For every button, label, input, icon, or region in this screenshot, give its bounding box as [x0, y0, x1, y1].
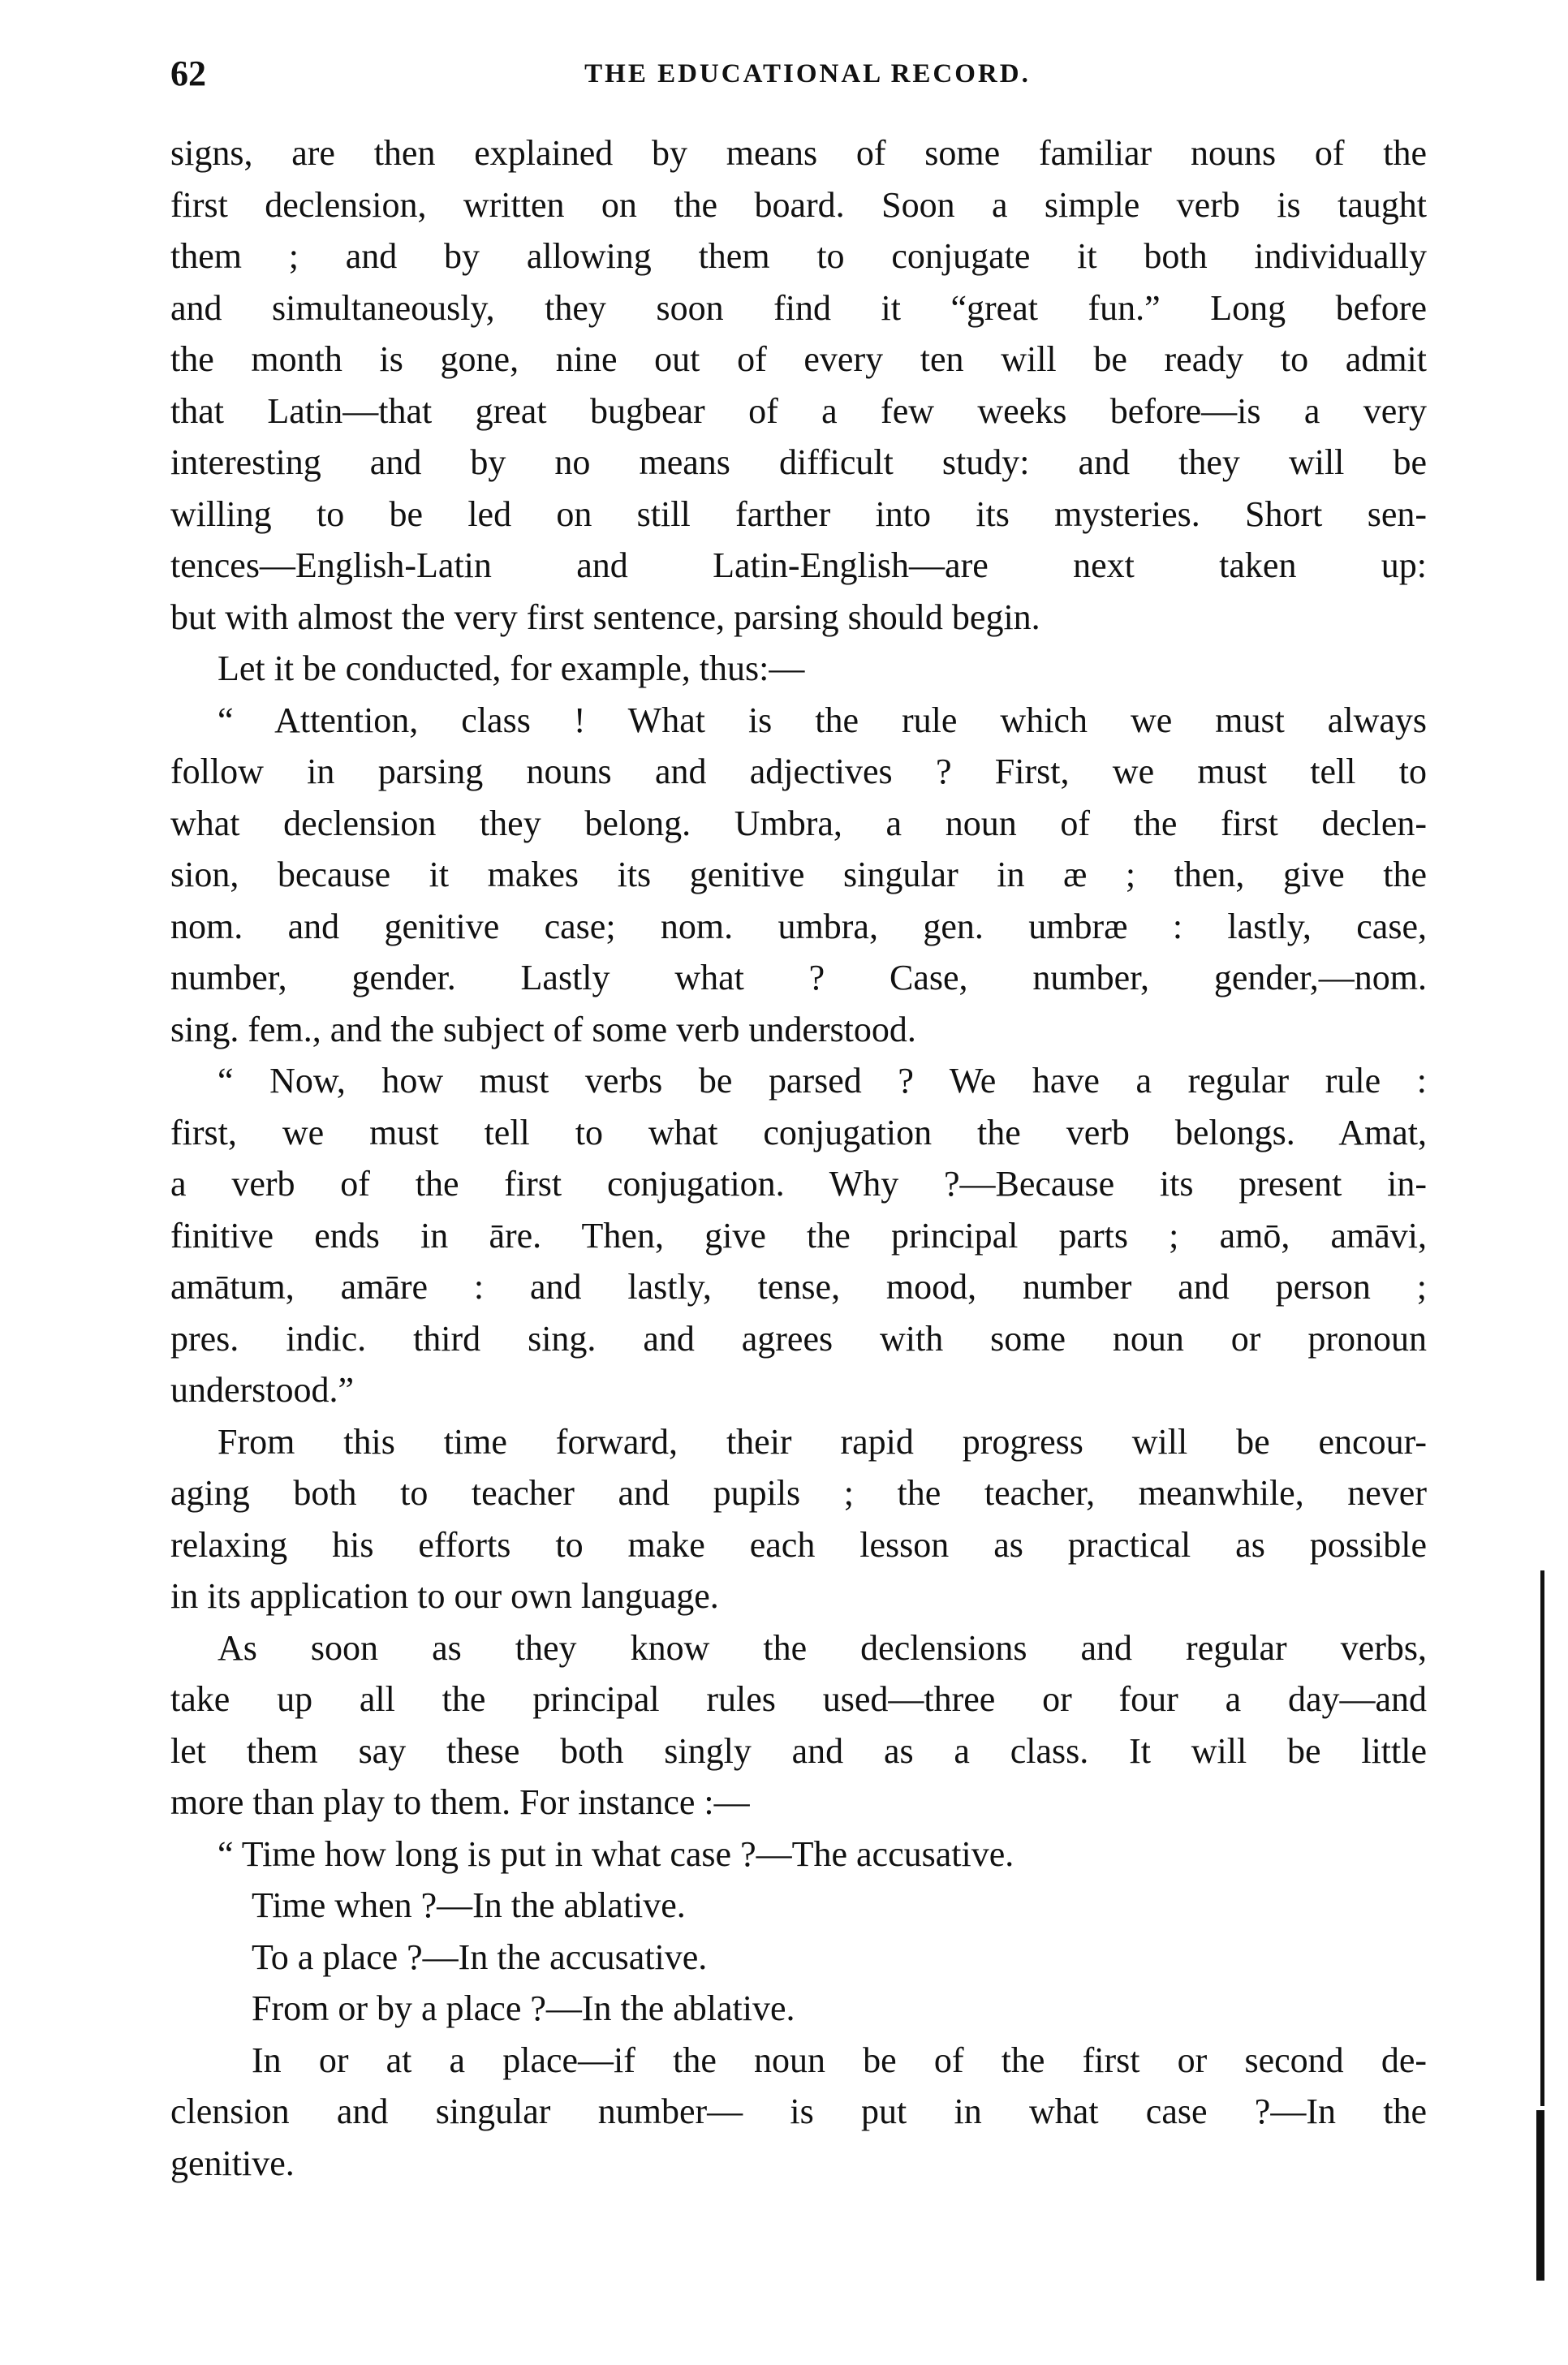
text-line: first, we must tell to what conjugation the verb belongs. Amat,	[170, 1112, 1427, 1152]
text-line: aging both to teacher and pupils ; the teacher, meanwhile, never	[170, 1473, 1427, 1513]
text-line: what declension they belong. Umbra, a noun of the first declen-	[170, 803, 1427, 843]
text-line: tences—English-Latin and Latin-English—are next taken up:	[170, 545, 1427, 585]
text-line: Let it be conducted, for example, thus:—	[218, 648, 805, 688]
page-number: 62	[170, 54, 206, 93]
text-line: in its application to our own language.	[170, 1576, 719, 1616]
text-line: number, gender. Lastly what ? Case, number, gender,—nom.	[170, 958, 1427, 997]
text-line: amātum, amāre : and lastly, tense, mood, number and person ;	[170, 1267, 1427, 1307]
text-line: relaxing his efforts to make each lesson as practical as possible	[170, 1524, 1427, 1565]
text-line: Time when ?—In the ablative.	[252, 1885, 686, 1925]
text-line: willing to be led on still farther into its mysteries. Short sen-	[170, 493, 1427, 534]
text-line: that Latin—that great bugbear of a few weeks before—is a very	[170, 390, 1427, 431]
text-line: In or at a place—if the noun be of the first or second de-	[252, 2040, 1427, 2080]
text-line: understood.”	[170, 1370, 355, 1410]
text-line: a verb of the first conjugation. Why ?—Because its present in-	[170, 1164, 1427, 1204]
page-header	[170, 45, 1428, 102]
text-line: take up all the principal rules used—three or four a day—and	[170, 1679, 1427, 1719]
text-line: the month is gone, nine out of every ten will be ready to admit	[170, 339, 1427, 379]
text-line: “ Now, how must verbs be parsed ? We have a regular rule :	[218, 1061, 1427, 1101]
text-line: “ Time how long is put in what case ?—The accusative.	[218, 1833, 1014, 1874]
text-line: pres. indic. third sing. and agrees with some noun or pronoun	[170, 1318, 1427, 1359]
text-line: but with almost the very first sentence, parsing should begin.	[170, 597, 1040, 637]
page-edge-mark-lower	[1536, 2110, 1544, 2281]
text-line: interesting and by no means difficult study: and they will be	[170, 442, 1427, 482]
text-line: sion, because it makes its genitive singular in æ ; then, give the	[170, 855, 1427, 894]
text-line: sing. fem., and the subject of some verb understood.	[170, 1009, 916, 1049]
text-line: them ; and by allowing them to conjugate it both individually	[170, 236, 1427, 276]
text-line: first declension, written on the board. Soon a simple verb is taught	[170, 184, 1427, 225]
text-line: To a place ?—In the accusative.	[252, 1936, 708, 1977]
text-line: As soon as they know the declensions and regular verbs,	[218, 1627, 1427, 1668]
text-line: “ Attention, class ! What is the rule which we must always	[218, 700, 1427, 740]
body-text	[170, 127, 1427, 2189]
text-line: let them say these both singly and as a class. It will be little	[170, 1730, 1427, 1771]
text-line: signs, are then explained by means of some familiar nouns of the	[170, 133, 1427, 173]
running-head: THE EDUCATIONAL RECORD.	[584, 59, 1031, 88]
text-line: genitive.	[170, 2143, 295, 2183]
text-line: finitive ends in āre. Then, give the principal parts ; amō, amāvi,	[170, 1215, 1427, 1256]
text-line: nom. and genitive case; nom. umbra, gen. umbræ : lastly, case,	[170, 906, 1427, 946]
text-line: follow in parsing nouns and adjectives ? First, we must tell to	[170, 752, 1427, 791]
text-line: more than play to them. For instance :—	[170, 1782, 750, 1822]
page-edge-mark	[1540, 1570, 1544, 2106]
text-line: From this time forward, their rapid progress will be encour-	[218, 1421, 1427, 1462]
text-line: From or by a place ?—In the ablative.	[252, 1988, 795, 2028]
text-line: and simultaneously, they soon find it “great fun.” Long before	[170, 287, 1427, 328]
text-line: clension and singular number— is put in what case ?—In the	[170, 2091, 1427, 2131]
